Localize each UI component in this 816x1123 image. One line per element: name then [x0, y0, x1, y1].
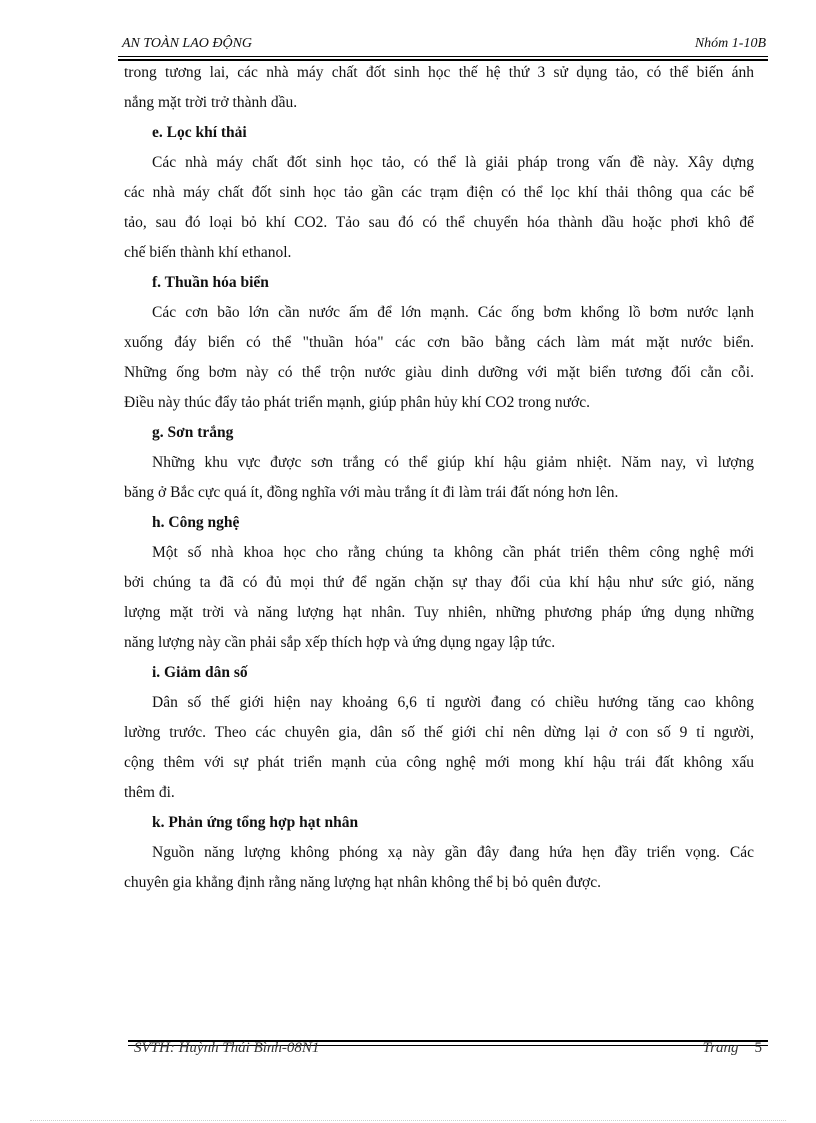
header-group: Nhóm 1-10B — [694, 36, 766, 51]
page-number: 5 — [754, 1040, 762, 1056]
paragraph-line: năng lượng này cần phải sắp xếp thích hợp và ứng dụng ngay lập tức. — [124, 634, 556, 651]
paragraph-line: Dân số thế giới hiện nay khoảng 6,6 tỉ người đang có chiều hướng tăng cao không — [152, 694, 754, 711]
page-bottom-border — [30, 1120, 786, 1121]
paragraph-line: tảo, sau đó loại bỏ khí CO2. Tảo sau đó có thể chuyển hóa thành dầu hoặc phơi khô để — [124, 214, 754, 231]
paragraph-line: bởi chúng ta đã có đủ mọi thứ để ngăn chặn sự thay đổi của khí hậu như sức gió, năng — [124, 574, 754, 591]
page-header — [118, 36, 768, 60]
section-heading-f: f. Thuần hóa biển — [152, 274, 269, 291]
paragraph-line: chế biến thành khí ethanol. — [124, 244, 292, 261]
section-heading-e: e. Lọc khí thải — [152, 124, 247, 141]
paragraph-line: cộng thêm với sự phát triển mạnh của công nghệ mới mong khí hậu trái đất không xấu — [124, 754, 754, 771]
paragraph-line: thêm đi. — [124, 784, 175, 801]
page-footer — [128, 1040, 768, 1090]
paragraph-line: xuống đáy biển có thể "thuần hóa" các cơn bão bằng cách làm mát mặt nước biển. — [124, 334, 754, 351]
header-rule — [118, 56, 768, 57]
section-heading-h: h. Công nghệ — [152, 514, 240, 531]
paragraph-line: Một số nhà khoa học cho rằng chúng ta không cần phát triển thêm công nghệ mới — [152, 544, 754, 561]
footer-page-label: Trang — [702, 1040, 739, 1056]
paragraph-line: Các cơn bão lớn cần nước ấm để lớn mạnh. Các ống bơm khổng lồ bơm nước lạnh — [152, 304, 754, 321]
section-heading-i: i. Giảm dân số — [152, 664, 248, 681]
paragraph-line: lường trước. Theo các chuyên gia, dân số thế giới chỉ nên dừng lại ở con số 9 tỉ người, — [124, 724, 754, 741]
paragraph-line: Nguồn năng lượng không phóng xạ này gần đây đang hứa hẹn đầy triển vọng. Các — [152, 844, 754, 861]
paragraph-line: nắng mặt trời trở thành dầu. — [124, 94, 298, 111]
paragraph-line: các nhà máy chất đốt sinh học tảo gần các trạm điện có thể lọc khí thải thông qua các bể — [124, 184, 754, 201]
paragraph-line: chuyên gia khẳng định rằng năng lượng hạt nhân không thể bị bỏ quên được. — [124, 874, 601, 891]
paragraph-line: trong tương lai, các nhà máy chất đốt sinh học thế hệ thứ 3 sử dụng tảo, có thể biến ánh — [124, 64, 754, 81]
footer-author: SVTH: Huỳnh Thái Bình-08N1 — [134, 1040, 320, 1056]
section-heading-g: g. Sơn trắng — [152, 424, 234, 441]
header-title: AN TOÀN LAO ĐỘNG — [122, 36, 253, 51]
paragraph-line: Các nhà máy chất đốt sinh học tảo, có thể là giải pháp trong vấn đề này. Xây dựng — [152, 154, 754, 171]
paragraph-line: lượng mặt trời và năng lượng hạt nhân. Tuy nhiên, những phương pháp ứng dụng những — [124, 604, 754, 621]
paragraph-line: băng ở Bắc cực quá ít, đồng nghĩa với màu trắng ít đi làm trái đất nóng hơn lên. — [124, 484, 619, 501]
paragraph-line: Điều này thúc đẩy tảo phát triển mạnh, giúp phân hủy khí CO2 trong nước. — [124, 394, 591, 411]
body-text — [124, 58, 754, 898]
section-heading-k: k. Phản ứng tổng hợp hạt nhân — [152, 814, 359, 831]
footer-page-info — [703, 1040, 762, 1057]
paragraph-line: Những khu vực được sơn trắng có thể giúp khí hậu giảm nhiệt. Năm nay, vì lượng — [152, 454, 754, 471]
paragraph-line: Những ống bơm này có thể trộn nước giàu dinh dưỡng với mặt biển tương đối cằn cỗi. — [124, 364, 754, 381]
